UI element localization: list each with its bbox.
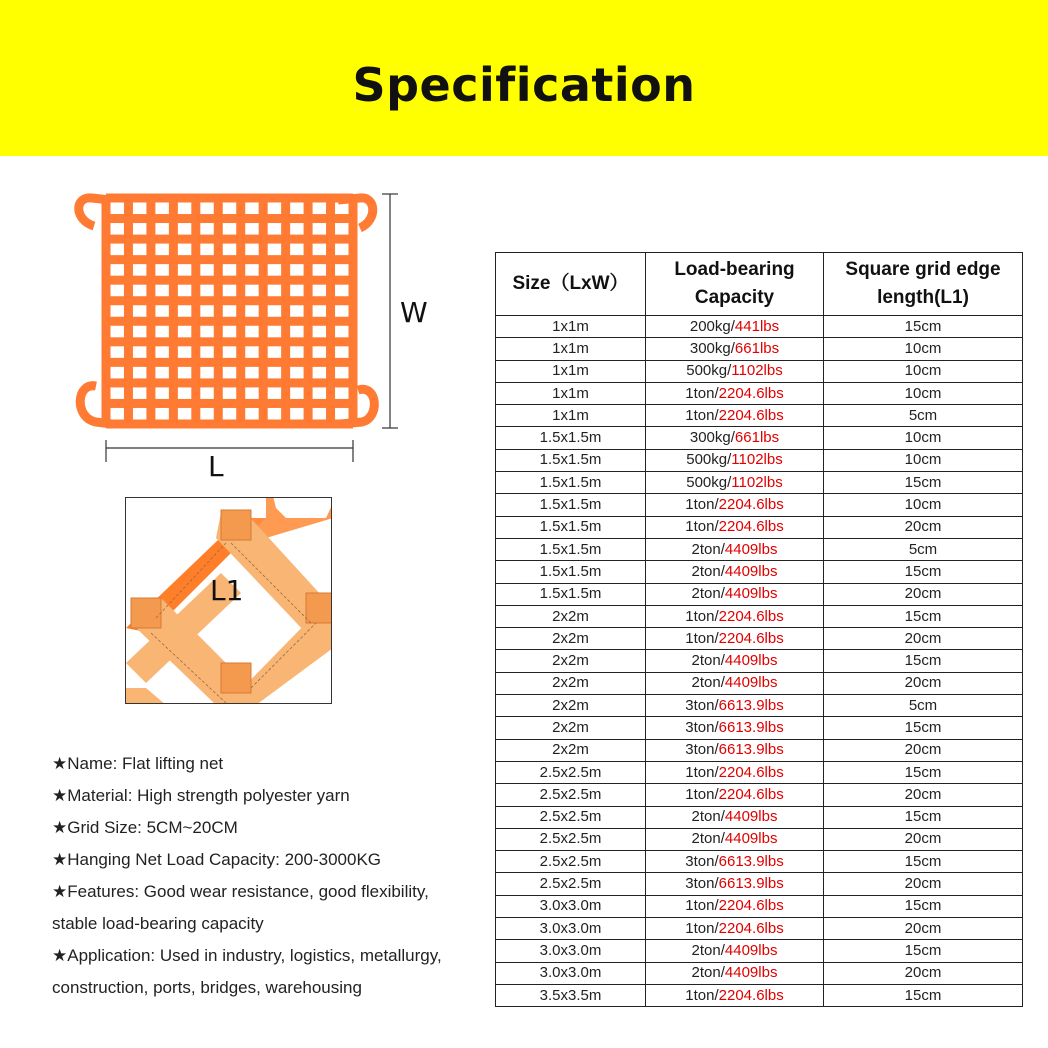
- net-strap-vertical: [191, 198, 200, 424]
- net-strap-horizontal: [106, 399, 353, 408]
- net-strap-vertical: [124, 198, 133, 424]
- net-strap-horizontal: [106, 194, 353, 203]
- cell-grid-edge: 20cm: [824, 873, 1023, 895]
- cell-load: [646, 984, 824, 1006]
- table-row: [496, 940, 1023, 962]
- load-imperial: 6613.9lbs: [718, 718, 784, 736]
- cell-grid-edge: 20cm: [824, 516, 1023, 538]
- table-row: [496, 494, 1023, 516]
- cell-size: 1.5x1.5m: [496, 494, 646, 516]
- load-metric: 3ton/: [685, 718, 719, 736]
- load-imperial: 4409lbs: [724, 808, 778, 826]
- load-metric: 1ton/: [685, 763, 719, 781]
- table-row: [496, 962, 1023, 984]
- net-strap-horizontal: [106, 337, 353, 346]
- net-strap-horizontal: [106, 276, 353, 285]
- cell-load: [646, 360, 824, 382]
- cell-size: 3.5x3.5m: [496, 984, 646, 1006]
- cell-size: 1.5x1.5m: [496, 538, 646, 560]
- table-row: [496, 695, 1023, 717]
- table-row: [496, 984, 1023, 1006]
- cell-size: 2x2m: [496, 672, 646, 694]
- net-strap-vertical: [169, 198, 178, 424]
- net-strap-horizontal: [106, 317, 353, 326]
- cell-grid-edge: 15cm: [824, 650, 1023, 672]
- table-row: [496, 739, 1023, 761]
- grid-edge-label: L1: [210, 574, 244, 607]
- load-metric: 300kg/: [689, 429, 735, 447]
- cell-grid-edge: 20cm: [824, 918, 1023, 940]
- spec-application: ★Application: Used in industry, logistics, metallurgy,: [52, 946, 442, 965]
- cell-load: [646, 873, 824, 895]
- table-row: [496, 316, 1023, 338]
- table-row: [496, 851, 1023, 873]
- net-strap-horizontal: [106, 296, 353, 305]
- cell-grid-edge: 10cm: [824, 427, 1023, 449]
- cell-grid-edge: 15cm: [824, 984, 1023, 1006]
- net-strap-horizontal: [106, 214, 353, 223]
- grid-detail-closeup: [125, 497, 332, 704]
- load-metric: 2ton/: [691, 808, 725, 826]
- cell-grid-edge: 10cm: [824, 449, 1023, 471]
- table-row: [496, 405, 1023, 427]
- cell-size: 2x2m: [496, 695, 646, 717]
- cell-grid-edge: 15cm: [824, 851, 1023, 873]
- title-banner: [0, 0, 1048, 156]
- load-imperial: 2204.6lbs: [718, 607, 784, 625]
- net-strap-vertical: [146, 198, 155, 424]
- load-metric: 1ton/: [685, 629, 719, 647]
- spec-material: ★Material: High strength polyester yarn: [52, 786, 350, 805]
- cell-load: [646, 316, 824, 338]
- load-metric: 3ton/: [685, 852, 719, 870]
- net-strap-horizontal: [106, 420, 353, 429]
- net-strap-horizontal: [106, 378, 353, 387]
- load-metric: 3ton/: [685, 875, 719, 893]
- page-title: Specification: [352, 58, 696, 112]
- table-row: [496, 538, 1023, 560]
- load-metric: 2ton/: [691, 585, 725, 603]
- table-row: [496, 761, 1023, 783]
- cell-size: 2x2m: [496, 717, 646, 739]
- cell-size: 1.5x1.5m: [496, 449, 646, 471]
- load-imperial: 2204.6lbs: [718, 763, 784, 781]
- cell-size: 2.5x2.5m: [496, 851, 646, 873]
- net-strap-vertical: [304, 198, 313, 424]
- load-metric: 2ton/: [691, 941, 725, 959]
- load-metric: 1ton/: [685, 897, 719, 915]
- load-imperial: 6613.9lbs: [718, 741, 784, 759]
- net-strap-horizontal: [106, 255, 353, 264]
- cell-load: [646, 672, 824, 694]
- cell-size: 2x2m: [496, 605, 646, 627]
- load-metric: 3ton/: [685, 696, 719, 714]
- cell-size: 1.5x1.5m: [496, 472, 646, 494]
- load-metric: 300kg/: [689, 339, 735, 357]
- cell-size: 2x2m: [496, 628, 646, 650]
- load-imperial: 4409lbs: [724, 585, 778, 603]
- net-strap-vertical: [259, 198, 268, 424]
- table-header-row: [496, 253, 1023, 316]
- cell-grid-edge: 15cm: [824, 561, 1023, 583]
- load-imperial: 4409lbs: [724, 941, 778, 959]
- load-metric: 500kg/: [686, 451, 732, 469]
- cell-grid-edge: 20cm: [824, 628, 1023, 650]
- spec-load-capacity: ★Hanging Net Load Capacity: 200-3000KG: [52, 850, 382, 869]
- cell-grid-edge: 10cm: [824, 360, 1023, 382]
- cell-size: 3.0x3.0m: [496, 918, 646, 940]
- cell-load: [646, 472, 824, 494]
- cell-load: [646, 940, 824, 962]
- cell-load: [646, 382, 824, 404]
- table-row: [496, 895, 1023, 917]
- load-imperial: 2204.6lbs: [718, 518, 784, 536]
- load-metric: 3ton/: [685, 741, 719, 759]
- cell-size: 2.5x2.5m: [496, 784, 646, 806]
- load-imperial: 4409lbs: [724, 964, 778, 982]
- cell-size: 1.5x1.5m: [496, 583, 646, 605]
- table-row: [496, 873, 1023, 895]
- table-row: [496, 583, 1023, 605]
- cell-grid-edge: 5cm: [824, 695, 1023, 717]
- header-grid-edge: Square grid edge length(L1): [824, 253, 1023, 316]
- load-metric: 1ton/: [685, 518, 719, 536]
- table-row: [496, 717, 1023, 739]
- cell-size: 2.5x2.5m: [496, 761, 646, 783]
- cell-size: 2.5x2.5m: [496, 873, 646, 895]
- cell-load: [646, 338, 824, 360]
- cell-load: [646, 427, 824, 449]
- load-imperial: 2204.6lbs: [718, 384, 784, 402]
- table-row: [496, 472, 1023, 494]
- net-strap-horizontal: [106, 358, 353, 367]
- cell-load: [646, 449, 824, 471]
- cell-grid-edge: 15cm: [824, 472, 1023, 494]
- load-imperial: 2204.6lbs: [718, 406, 784, 424]
- cell-grid-edge: 10cm: [824, 338, 1023, 360]
- load-metric: 1ton/: [685, 384, 719, 402]
- cell-load: [646, 851, 824, 873]
- cell-size: 1.5x1.5m: [496, 516, 646, 538]
- load-imperial: 2204.6lbs: [718, 986, 784, 1004]
- net-strap-vertical: [214, 198, 223, 424]
- cell-size: 3.0x3.0m: [496, 895, 646, 917]
- table-row: [496, 828, 1023, 850]
- cell-load: [646, 561, 824, 583]
- load-metric: 1ton/: [685, 406, 719, 424]
- cell-load: [646, 583, 824, 605]
- table-row: [496, 561, 1023, 583]
- load-metric: 1ton/: [685, 607, 719, 625]
- load-metric: 200kg/: [689, 317, 735, 335]
- cell-grid-edge: 5cm: [824, 405, 1023, 427]
- table-row: [496, 605, 1023, 627]
- cell-grid-edge: 15cm: [824, 761, 1023, 783]
- capacity-table: [495, 252, 1023, 1007]
- load-imperial: 661lbs: [734, 429, 780, 447]
- product-specs-list: [52, 748, 492, 1004]
- load-metric: 2ton/: [691, 652, 725, 670]
- load-imperial: 2204.6lbs: [718, 897, 784, 915]
- cell-grid-edge: 15cm: [824, 895, 1023, 917]
- cell-load: [646, 806, 824, 828]
- header-size: Size（LxW）: [496, 253, 646, 316]
- load-imperial: 661lbs: [734, 339, 780, 357]
- load-metric: 1ton/: [685, 986, 719, 1004]
- cell-load: [646, 828, 824, 850]
- cell-size: 1x1m: [496, 360, 646, 382]
- cell-grid-edge: 15cm: [824, 717, 1023, 739]
- width-label: W: [400, 296, 428, 329]
- cell-size: 1x1m: [496, 382, 646, 404]
- load-imperial: 2204.6lbs: [718, 919, 784, 937]
- load-imperial: 6613.9lbs: [718, 852, 784, 870]
- table-body: [496, 316, 1023, 1007]
- load-imperial: 1102lbs: [731, 473, 783, 491]
- net-strap-vertical: [326, 198, 335, 424]
- cell-load: [646, 516, 824, 538]
- cell-load: [646, 761, 824, 783]
- cell-grid-edge: 15cm: [824, 605, 1023, 627]
- load-metric: 2ton/: [691, 674, 725, 692]
- cell-grid-edge: 10cm: [824, 494, 1023, 516]
- spec-application-cont: construction, ports, bridges, warehousing: [52, 978, 362, 997]
- lifting-net-illustration: [70, 186, 450, 486]
- spec-features: ★Features: Good wear resistance, good flexibility,: [52, 882, 429, 901]
- cell-load: [646, 538, 824, 560]
- load-imperial: 1102lbs: [731, 362, 783, 380]
- table-row: [496, 449, 1023, 471]
- spec-grid-size: ★Grid Size: 5CM~20CM: [52, 818, 238, 837]
- cell-grid-edge: 15cm: [824, 316, 1023, 338]
- cell-load: [646, 895, 824, 917]
- cell-grid-edge: 15cm: [824, 940, 1023, 962]
- cell-size: 1x1m: [496, 316, 646, 338]
- cell-grid-edge: 20cm: [824, 672, 1023, 694]
- table-row: [496, 360, 1023, 382]
- table-row: [496, 516, 1023, 538]
- load-imperial: 4409lbs: [724, 674, 778, 692]
- load-metric: 500kg/: [686, 473, 732, 491]
- load-metric: 2ton/: [691, 540, 725, 558]
- cell-load: [646, 918, 824, 940]
- cell-load: [646, 695, 824, 717]
- cell-size: 3.0x3.0m: [496, 940, 646, 962]
- net-grid: [102, 194, 358, 429]
- table-row: [496, 382, 1023, 404]
- cell-grid-edge: 10cm: [824, 382, 1023, 404]
- load-imperial: 441lbs: [734, 317, 780, 335]
- load-imperial: 2204.6lbs: [718, 785, 784, 803]
- net-strap-vertical: [349, 198, 358, 424]
- cell-size: 1.5x1.5m: [496, 561, 646, 583]
- cell-size: 2x2m: [496, 739, 646, 761]
- load-imperial: 2204.6lbs: [718, 496, 784, 514]
- net-strap-vertical: [281, 198, 290, 424]
- cell-grid-edge: 15cm: [824, 806, 1023, 828]
- cell-load: [646, 784, 824, 806]
- cell-load: [646, 717, 824, 739]
- load-imperial: 6613.9lbs: [718, 875, 784, 893]
- table-row: [496, 806, 1023, 828]
- cell-load: [646, 405, 824, 427]
- load-imperial: 1102lbs: [731, 451, 783, 469]
- load-imperial: 6613.9lbs: [718, 696, 784, 714]
- load-metric: 1ton/: [685, 496, 719, 514]
- spec-features-cont: stable load-bearing capacity: [52, 914, 264, 933]
- net-strap-vertical: [102, 198, 111, 424]
- spec-name: ★Name: Flat lifting net: [52, 754, 224, 773]
- table-row: [496, 338, 1023, 360]
- load-metric: 2ton/: [691, 964, 725, 982]
- load-imperial: 4409lbs: [724, 652, 778, 670]
- table-row: [496, 918, 1023, 940]
- table-row: [496, 784, 1023, 806]
- table-row: [496, 427, 1023, 449]
- cell-grid-edge: 20cm: [824, 739, 1023, 761]
- cell-grid-edge: 5cm: [824, 538, 1023, 560]
- cell-grid-edge: 20cm: [824, 828, 1023, 850]
- cell-size: 1.5x1.5m: [496, 427, 646, 449]
- cell-size: 2.5x2.5m: [496, 806, 646, 828]
- length-label: L: [208, 450, 224, 483]
- cell-load: [646, 962, 824, 984]
- net-strap-horizontal: [106, 235, 353, 244]
- load-metric: 500kg/: [686, 362, 732, 380]
- cell-size: 2x2m: [496, 650, 646, 672]
- cell-size: 1x1m: [496, 405, 646, 427]
- cell-grid-edge: 20cm: [824, 583, 1023, 605]
- load-metric: 2ton/: [691, 830, 725, 848]
- table-row: [496, 628, 1023, 650]
- cell-load: [646, 494, 824, 516]
- cell-load: [646, 650, 824, 672]
- cell-load: [646, 605, 824, 627]
- load-imperial: 4409lbs: [724, 562, 778, 580]
- cell-size: 3.0x3.0m: [496, 962, 646, 984]
- load-metric: 1ton/: [685, 785, 719, 803]
- load-metric: 2ton/: [691, 562, 725, 580]
- cell-size: 2.5x2.5m: [496, 828, 646, 850]
- load-imperial: 2204.6lbs: [718, 629, 784, 647]
- load-imperial: 4409lbs: [724, 830, 778, 848]
- cell-grid-edge: 20cm: [824, 962, 1023, 984]
- header-load-bearing: Load-bearing Capacity: [646, 253, 824, 316]
- net-strap-vertical: [236, 198, 245, 424]
- cell-size: 1x1m: [496, 338, 646, 360]
- load-imperial: 4409lbs: [724, 540, 778, 558]
- cell-grid-edge: 20cm: [824, 784, 1023, 806]
- cell-load: [646, 739, 824, 761]
- table-row: [496, 650, 1023, 672]
- table-row: [496, 672, 1023, 694]
- cell-load: [646, 628, 824, 650]
- load-metric: 1ton/: [685, 919, 719, 937]
